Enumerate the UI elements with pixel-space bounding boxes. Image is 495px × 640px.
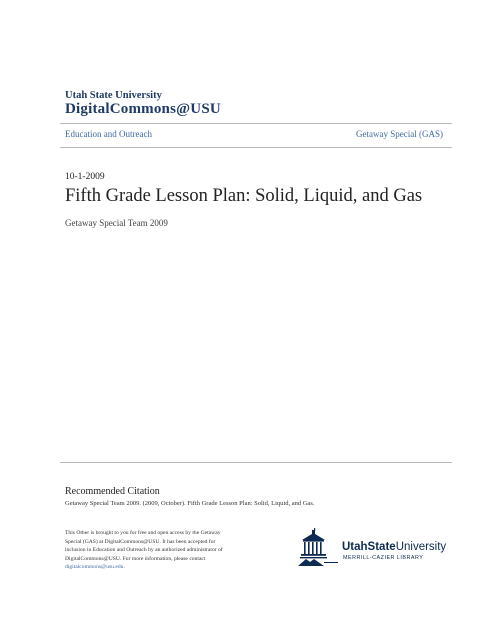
access-notice: [65, 529, 275, 572]
library-logo-name: UtahStateUniversity: [342, 541, 447, 553]
citation-text: Getaway Special Team 2009. (2009, October). Fifth Grade Lesson Plan: Solid, Liquid, and Gas.: [65, 500, 315, 507]
institution-name: Utah State University: [65, 90, 162, 101]
contact-email-link[interactable]: digitalcommons@usu.edu.: [65, 564, 125, 571]
header-divider-bottom: [60, 147, 452, 148]
access-notice-line: Special (GAS) at DigitalCommons@USU. It has been accepted for: [65, 538, 216, 545]
document-title: Fifth Grade Lesson Plan: Solid, Liquid, and Gas: [65, 186, 423, 206]
access-notice-line: This Other is brought to you for free and open access by the Getaway: [65, 530, 221, 536]
citation-heading: Recommended Citation: [65, 486, 160, 497]
header-divider-top: [60, 123, 452, 124]
library-logo-subtitle: MERRILL-CAZIER LIBRARY: [343, 555, 424, 561]
breadcrumb-collection-link[interactable]: Education and Outreach: [65, 129, 152, 139]
citation-divider: [60, 462, 452, 463]
access-notice-line: DigitalCommons@USU. For more information, please contact: [65, 555, 206, 562]
breadcrumb-series-link[interactable]: Getaway Special (GAS): [356, 129, 443, 139]
document-author: Getaway Special Team 2009: [65, 218, 168, 228]
publication-date: 10-1-2009: [65, 172, 105, 182]
access-notice-line: inclusion in Education and Outreach by an authorized administrator of: [65, 547, 223, 554]
repository-name[interactable]: DigitalCommons@USU: [65, 101, 221, 117]
